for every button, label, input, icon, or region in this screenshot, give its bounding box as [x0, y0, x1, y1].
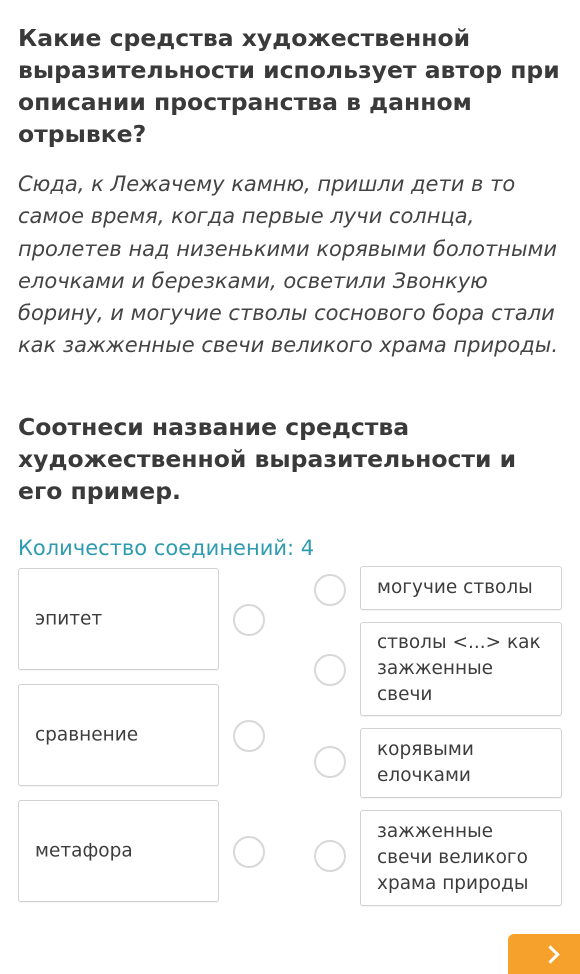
- left-item-epithet[interactable]: [18, 568, 219, 670]
- right-connector-4[interactable]: [314, 840, 346, 872]
- left-connector-metaphor[interactable]: [233, 836, 265, 868]
- left-item-label: метафора: [35, 840, 133, 862]
- left-item-metaphor[interactable]: [18, 800, 219, 902]
- next-button[interactable]: [508, 934, 580, 974]
- right-item-label: стволы <...> как зажженные свечи: [377, 632, 541, 705]
- connections-count: Количество соединений: 4: [18, 536, 315, 560]
- left-item-comparison[interactable]: [18, 684, 219, 786]
- left-item-label: сравнение: [35, 724, 139, 746]
- left-connector-epithet[interactable]: [233, 604, 265, 636]
- right-connector-3[interactable]: [314, 746, 346, 778]
- passage-text: Сюда, к Лежачему камню, пришли дети в то самое время, когда первые лучи солнца, пролетев над низенькими корявыми болотными елочками и березками, осветили Звонкую борину, и могучие стволы соснового бора стали как зажженные свечи великого храма природы.: [18, 172, 559, 358]
- right-item-label: корявыми елочками: [377, 739, 474, 786]
- right-item-label: зажженные свечи великого храма природы: [377, 821, 529, 894]
- right-item-1[interactable]: [360, 566, 562, 610]
- right-connector-2[interactable]: [314, 654, 346, 686]
- left-connector-comparison[interactable]: [233, 720, 265, 752]
- instruction-text: Соотнеси название средства художественной выразительности и его пример.: [18, 413, 517, 505]
- left-item-label: эпитет: [35, 608, 103, 630]
- question-text: Какие средства художественной выразительности использует автор при описании пространства в данном отрывке?: [18, 24, 560, 148]
- chevron-right-icon: [541, 945, 559, 963]
- right-item-label: могучие стволы: [377, 577, 533, 598]
- right-item-2[interactable]: [360, 622, 562, 716]
- right-item-4[interactable]: [360, 810, 562, 906]
- right-item-3[interactable]: [360, 728, 562, 798]
- right-connector-1[interactable]: [314, 574, 346, 606]
